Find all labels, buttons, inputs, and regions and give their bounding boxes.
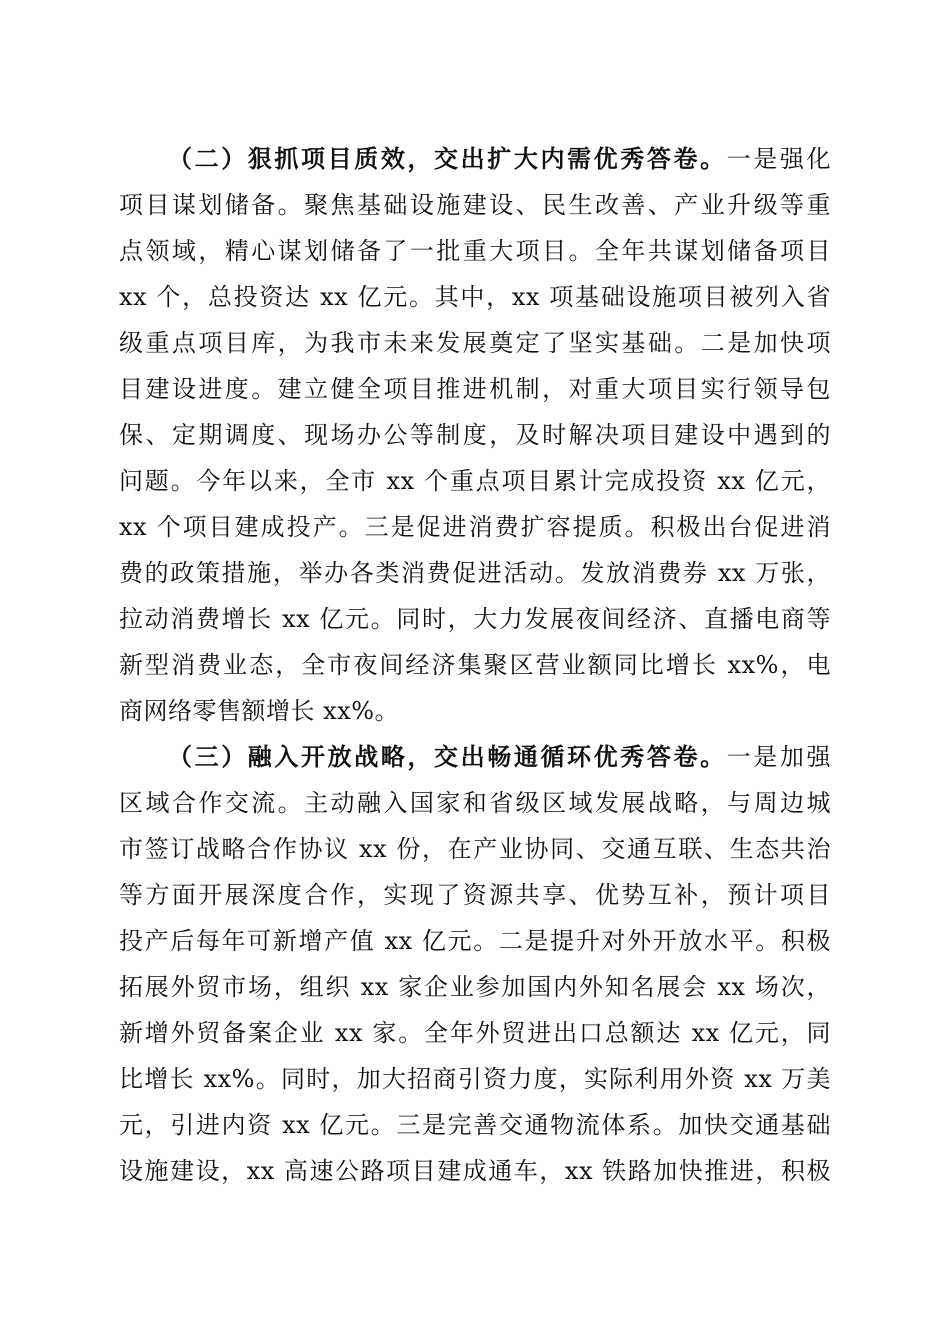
paragraph-3-line-4: 等方面开展深度合作，实现了资源共享、优势互补，预计项目 bbox=[119, 881, 831, 909]
paragraph-2-line-4: xx 个，总投资达 xx 亿元。其中，xx 项基础设施项目被列入省 bbox=[119, 283, 831, 311]
paragraph-3-line-3: 市签订战略合作协议 xx 份，在产业协同、交通互联、生态共治 bbox=[119, 835, 831, 863]
paragraph-2-line-5: 级重点项目库，为我市未来发展奠定了坚实基础。二是加快项 bbox=[119, 329, 831, 357]
paragraph-3-line-2: 区域合作交流。主动融入国家和省级区域发展战略，与周边城 bbox=[119, 789, 831, 817]
paragraph-2-line-11: 拉动消费增长 xx 亿元。同时，大力发展夜间经济、直播电商等 bbox=[119, 605, 831, 633]
paragraph-2-line-9: xx 个项目建成投产。三是促进消费扩容提质。积极出台促进消 bbox=[119, 513, 831, 541]
paragraph-2-heading: （二）狠抓项目质效，交出扩大内需优秀答卷。 bbox=[168, 144, 727, 173]
paragraph-3-line-6: 拓展外贸市场，组织 xx 家企业参加国内外知名展会 xx 场次， bbox=[119, 973, 831, 1001]
paragraph-2-line-2: 项目谋划储备。聚焦基础设施建设、民生改善、产业升级等重 bbox=[119, 191, 831, 219]
paragraph-3-line-1 bbox=[168, 735, 831, 779]
paragraph-2-line-7: 保、定期调度、现场办公等制度，及时解决项目建设中遇到的 bbox=[119, 421, 831, 449]
paragraph-3-line-5: 投产后每年可新增产值 xx 亿元。二是提升对外开放水平。积极 bbox=[119, 927, 831, 955]
paragraph-2-line-1 bbox=[168, 137, 831, 181]
paragraph-2-line-13: 商网络零售额增长 xx%。 bbox=[119, 697, 400, 725]
paragraph-2-line-8: 问题。今年以来，全市 xx 个重点项目累计完成投资 xx 亿元， bbox=[119, 467, 831, 495]
paragraph-2-line-12: 新型消费业态，全市夜间经济集聚区营业额同比增长 xx%，电 bbox=[119, 651, 831, 679]
paragraph-2-line-6: 目建设进度。建立健全项目推进机制，对重大项目实行领导包 bbox=[119, 375, 831, 403]
paragraph-3-line-9: 元，引进内资 xx 亿元。三是完善交通物流体系。加快交通基础 bbox=[119, 1111, 831, 1139]
paragraph-2-line-3: 点领域，精心谋划储备了一批重大项目。全年共谋划储备项目 bbox=[119, 237, 831, 265]
paragraph-3-line-7: 新增外贸备案企业 xx 家。全年外贸进出口总额达 xx 亿元，同 bbox=[119, 1019, 831, 1047]
paragraph-3-heading: （三）融入开放战略，交出畅通循环优秀答卷。 bbox=[168, 742, 727, 771]
paragraph-3-line-8: 比增长 xx%。同时，加大招商引资力度，实际利用外资 xx 万美 bbox=[119, 1065, 831, 1093]
paragraph-3-line-10: 设施建设，xx 高速公路项目建成通车，xx 铁路加快推进，积极 bbox=[119, 1157, 831, 1185]
paragraph-2-line-1-text: 一是强化 bbox=[726, 145, 831, 173]
paragraph-2-line-10: 费的政策措施，举办各类消费促进活动。发放消费券 xx 万张， bbox=[119, 559, 831, 587]
paragraph-3-line-1-text: 一是加强 bbox=[726, 743, 831, 771]
